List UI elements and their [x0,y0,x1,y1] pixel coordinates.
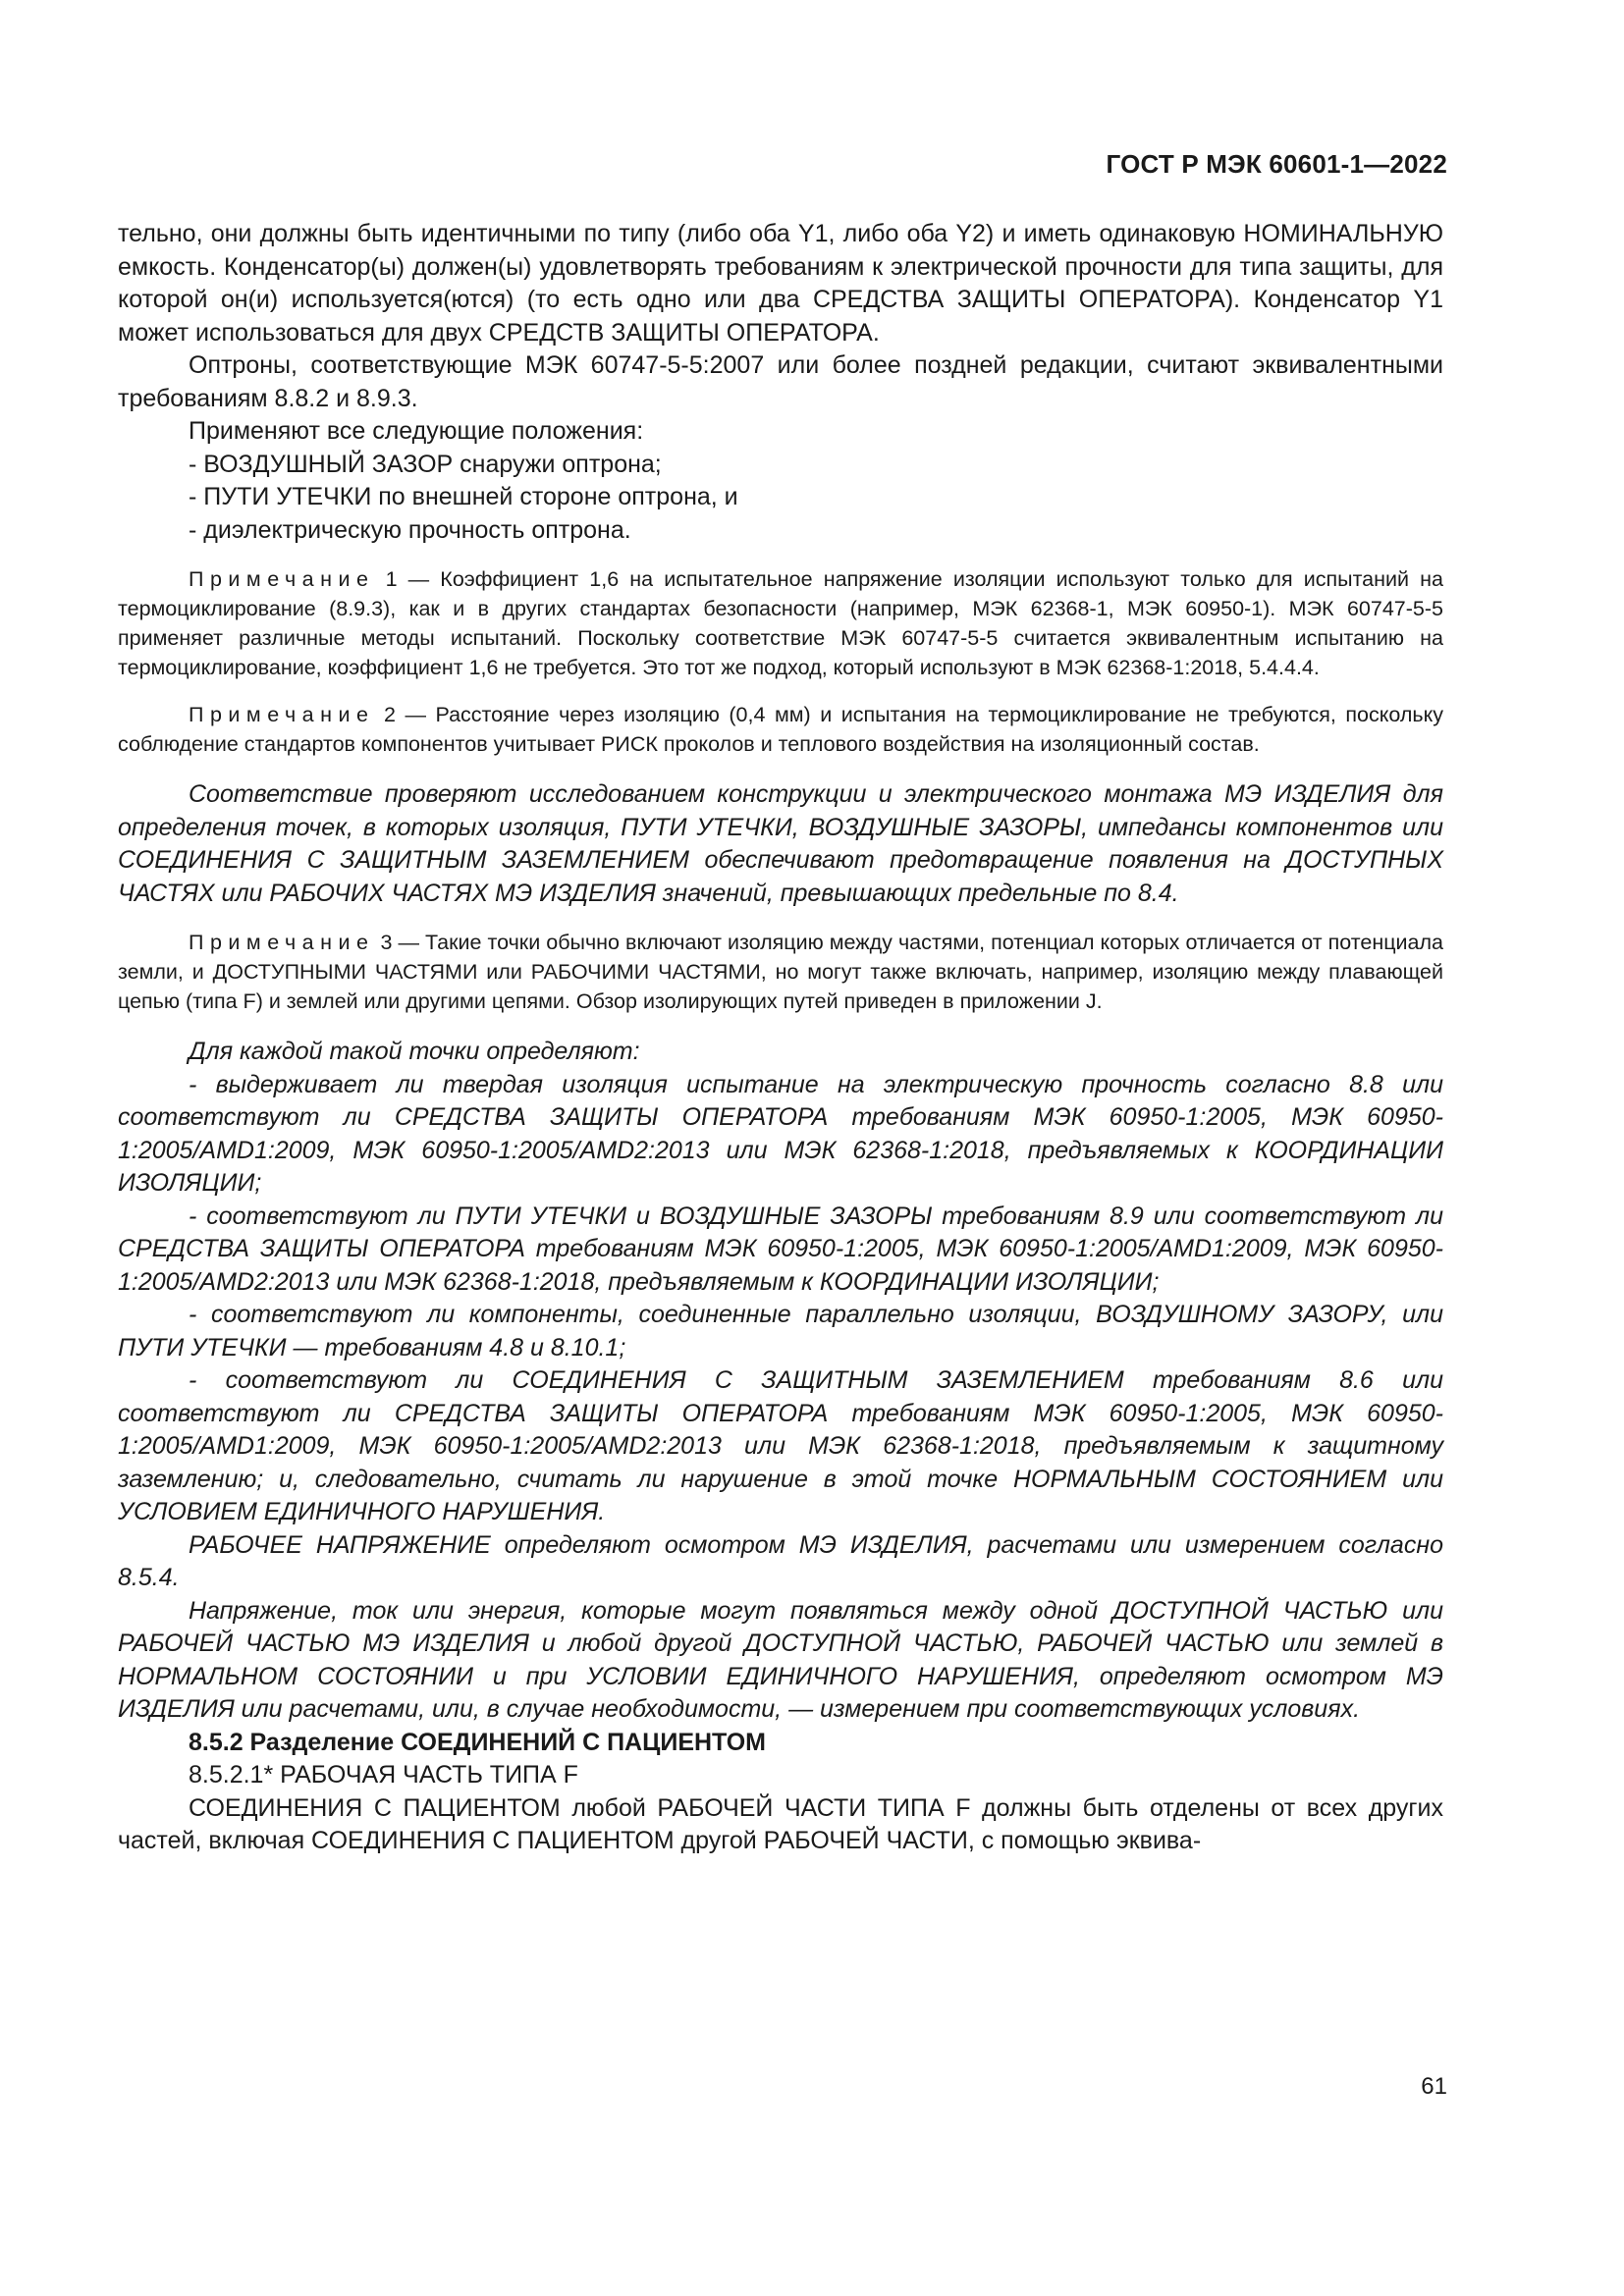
paragraph-each-point: Для каждой такой точки определяют: [189,1038,640,1065]
note-label: Примечание [189,567,375,591]
note-text: 1 — Коэффициент 1,6 на испытательное напряжение изоляции используют только для испытаний на термоциклирование (8.9.3), как и в других стандартах безопасности (например, МЭК 62368-1, МЭК 60950-1). МЭК 60747-5-5 применяет различные методы испытаний. Поскольку соответствие МЭК 60747-5-5 считается эквивалентным испытанию на термоциклирование, коэффициент 1,6 не требуется. Это тот же подход, который используют в МЭК 62368-1:2018, 5.4.4.4. [118,567,1443,679]
list-item: - соответствуют ли СОЕДИНЕНИЯ С ЗАЩИТНЫМ ЗАЗЕМЛЕНИЕМ требованиям 8.6 или соответствуют ли СРЕДСТВА ЗАЩИТЫ ОПЕРАТОРА требованиям МЭК 60950-1:2005, МЭК 60950-1:2005/AMD1:2009, МЭК 60950-1:2005/AMD2:2013 или МЭК 62368-1:2018, предъявляемым к защитному заземлению; и, следовательно, считать ли нарушение в этой точке НОРМАЛЬНЫМ СОСТОЯНИЕМ или УСЛОВИЕМ ЕДИНИЧНОГО НАРУШЕНИЯ. [118,1366,1443,1525]
note-2 [118,700,1443,759]
paragraph-patient-connections: СОЕДИНЕНИЯ С ПАЦИЕНТОМ любой РАБОЧЕЙ ЧАСТИ ТИПА F должны быть отделены от всех других частей, включая СОЕДИНЕНИЯ С ПАЦИЕНТОМ другой РАБОЧЕЙ ЧАСТИ, с помощью эквива- [118,1793,1443,1854]
document-body [118,218,1443,1858]
document-header: ГОСТ Р МЭК 60601-1—2022 [1106,149,1447,179]
paragraph-provisions: Применяют все следующие положения: [189,417,644,445]
note-text: 3 — Такие точки обычно включают изоляцию между частями, потенциал которых отличается от потенциала земли, и ДОСТУПНЫМИ ЧАСТЯМИ или РАБОЧИМИ ЧАСТЯМИ, но могут также включать, например, изоляцию между плавающей цепью (типа F) и землей или другими цепями. Обзор изолирующих путей приведен в приложении J. [118,931,1443,1013]
paragraph-working-voltage: РАБОЧЕЕ НАПРЯЖЕНИЕ определяют осмотром МЭ ИЗДЕЛИЯ, расчетами или измерением согласно 8.5.4. [118,1530,1443,1591]
note-text: 2 — Расстояние через изоляцию (0,4 мм) и испытания на термоциклирование не требуются, поскольку соблюдение стандартов компонентов учитывает РИСК проколов и теплового воздействия на изоляционный состав. [118,703,1443,756]
list-item: - соответствуют ли компоненты, соединенные параллельно изоляции, ВОЗДУШНОМУ ЗАЗОРУ, или ПУТИ УТЕЧКИ — требованиям 4.8 и 8.10.1; [118,1301,1443,1362]
list-item: - ВОЗДУШНЫЙ ЗАЗОР снаружи оптрона; [189,450,662,478]
list-item: - соответствуют ли ПУТИ УТЕЧКИ и ВОЗДУШНЫЕ ЗАЗОРЫ требованиям 8.9 или соответствуют ли СРЕДСТВА ЗАЩИТЫ ОПЕРАТОРА требованиям МЭК 60950-1:2005, МЭК 60950-1:2005/AMD1:2009, МЭК 60950-1:2005/AMD2:2013 или МЭК 62368-1:2018, предъявляемым к КООРДИНАЦИИ ИЗОЛЯЦИИ; [118,1201,1443,1296]
paragraph-capacitors: тельно, они должны быть идентичными по типу (либо оба Y1, либо оба Y2) и иметь одинаковую НОМИНАЛЬНУЮ емкость. Конденсатор(ы) должен(ы) удовлетворять требованиям к электрической прочности для типа защиты, для которой он(и) используется(ются) (то есть одно или два СРЕДСТВА ЗАЩИТЫ ОПЕРАТОРА). Конденсатор Y1 может использоваться для двух СРЕДСТВ ЗАЩИТЫ ОПЕРАТОРА. [118,220,1443,347]
section-heading: 8.5.2 Разделение СОЕДИНЕНИЙ С ПАЦИЕНТОМ [189,1728,766,1756]
note-label: Примечание [189,931,375,954]
paragraph-compliance: Соответствие проверяют исследованием конструкции и электрического монтажа МЭ ИЗДЕЛИЯ для определения точек, в которых изоляция, ПУТИ УТЕЧКИ, ВОЗДУШНЫЕ ЗАЗОРЫ, импедансы компонентов или СОЕДИНЕНИЯ С ЗАЩИТНЫМ ЗАЗЕМЛЕНИЕМ обеспечивают предотвращение появления на ДОСТУПНЫХ ЧАСТЯХ или РАБОЧИХ ЧАСТЯХ МЭ ИЗДЕЛИЯ значений, превышающих предельные по 8.4. [118,780,1443,907]
list-item: - ПУТИ УТЕЧКИ по внешней стороне оптрона, и [189,483,738,510]
page-number: 61 [1421,2073,1447,2100]
paragraph-voltage-current: Напряжение, ток или энергия, которые могут появляться между одной ДОСТУПНОЙ ЧАСТЬЮ или РАБОЧЕЙ ЧАСТЬЮ МЭ ИЗДЕЛИЯ и любой другой ДОСТУПНОЙ ЧАСТЬЮ, РАБОЧЕЙ ЧАСТЬЮ или землей в НОРМАЛЬНОМ СОСТОЯНИИ и при УСЛОВИИ ЕДИНИЧНОГО НАРУШЕНИЯ, определяют осмотром МЭ ИЗДЕЛИЯ или расчетами, или, в случае необходимости, — измерением при соответствующих условиях. [118,1596,1443,1723]
subsection-heading: 8.5.2.1* РАБОЧАЯ ЧАСТЬ ТИПА F [189,1761,578,1789]
list-item: - диэлектрическую прочность оптрона. [189,515,631,544]
note-3 [118,928,1443,1016]
note-label: Примечание [189,703,375,726]
list-item: - выдерживает ли твердая изоляция испытание на электрическую прочность согласно 8.8 или соответствуют ли СРЕДСТВА ЗАЩИТЫ ОПЕРАТОРА требованиям МЭК 60950-1:2005, МЭК 60950-1:2005/AMD1:2009, МЭК 60950-1:2005/AMD2:2013 или МЭК 62368-1:2018, предъявляемых к КООРДИНАЦИИ ИЗОЛЯЦИИ; [118,1070,1443,1197]
note-1 [118,564,1443,682]
paragraph-optocouplers: Оптроны, соответствующие МЭК 60747-5-5:2007 или более поздней редакции, считают эквивалентными требованиям 8.8.2 и 8.9.3. [118,351,1443,412]
